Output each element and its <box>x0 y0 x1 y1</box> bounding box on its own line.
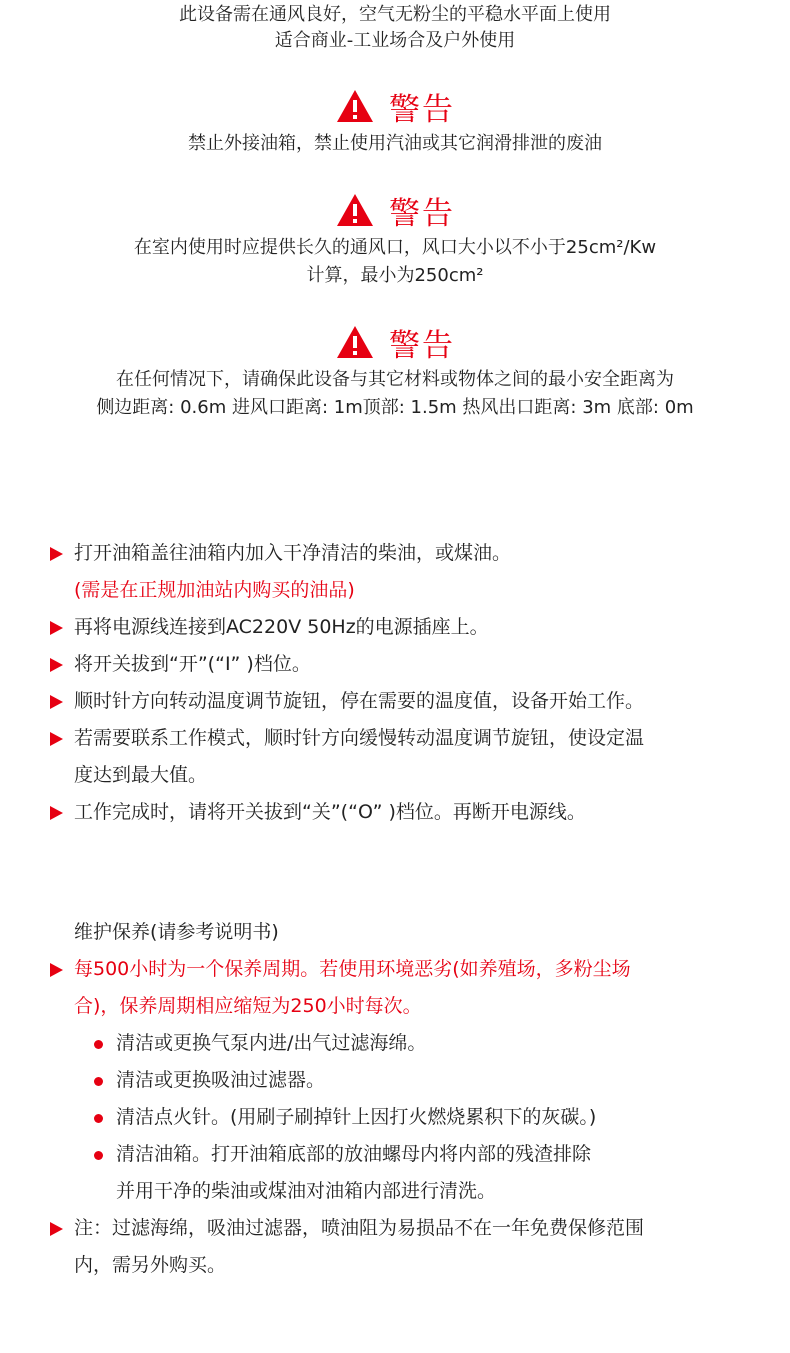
warning-block-1 <box>0 84 790 156</box>
warning-heading <box>0 320 790 364</box>
triangle-bullet-icon <box>50 695 63 709</box>
maintenance-period-continued: 合)，保养周期相应缩短为250小时每次。 <box>74 995 422 1017</box>
warning-heading <box>0 84 790 128</box>
triangle-bullet-icon <box>50 658 63 672</box>
step-text: 将开关拔到“开”(“I” )档位。 <box>74 653 311 675</box>
triangle-bullet-icon <box>50 732 63 746</box>
note-text-continued: 内，需另外购买。 <box>74 1254 227 1276</box>
dot-bullet-icon <box>94 1151 103 1160</box>
dot-bullet-icon <box>94 1077 103 1086</box>
step-text-continued: 度达到最大值。 <box>74 764 208 786</box>
warning-block-2 <box>0 188 790 288</box>
triangle-bullet-icon <box>50 1222 63 1236</box>
list-item <box>50 1062 770 1099</box>
triangle-bullet-icon <box>50 621 63 635</box>
warning-text: 在任何情况下，请确保此设备与其它材料或物体之间的最小安全距离为 <box>116 369 674 390</box>
warning-block-3 <box>0 320 790 420</box>
operation-steps <box>50 535 770 831</box>
dot-bullet-icon <box>94 1040 103 1049</box>
triangle-bullet-icon <box>50 547 63 561</box>
intro-text <box>0 2 790 54</box>
maintenance-heading: 维护保养(请参考说明书) <box>74 921 279 943</box>
warning-text: 在室内使用时应提供长久的通风口，风口大小以不小于25cm²/Kw <box>133 237 657 258</box>
step-text: 顺时针方向转动温度调节旋钮，停在需要的温度值，设备开始工作。 <box>74 690 645 712</box>
step-text: 工作完成时，请将开关拔到“关”(“O” )档位。再断开电源线。 <box>74 801 586 823</box>
maintenance-item-text: 清洁点火针。(用刷子刷掉针上因打火燃烧累积下的灰碳。) <box>116 1106 597 1128</box>
list-item <box>50 794 770 831</box>
maintenance-item-text: 清洁或更换气泵内进/出气过滤海绵。 <box>116 1032 427 1054</box>
maintenance-period-text: 每500小时为一个保养周期。若使用环境恶劣(如养殖场，多粉尘场 <box>74 958 631 980</box>
warning-text: 禁止外接油箱，禁止使用汽油或其它润滑排泄的废油 <box>188 133 602 154</box>
warning-triangle-icon <box>335 324 375 360</box>
warning-title: 警告 <box>389 195 455 232</box>
list-item <box>50 1099 770 1136</box>
maintenance-item-text: 清洁油箱。打开油箱底部的放油螺母内将内部的残渣排除 <box>116 1143 592 1165</box>
warning-triangle-icon <box>335 88 375 124</box>
triangle-bullet-icon <box>50 963 63 977</box>
list-item <box>50 535 770 572</box>
list-item <box>50 1136 770 1173</box>
list-item <box>50 1025 770 1062</box>
warning-title: 警告 <box>389 91 455 128</box>
step-note: (需是在正规加油站内购买的油品) <box>74 579 355 601</box>
dot-bullet-icon <box>94 1114 103 1123</box>
step-text: 打开油箱盖往油箱内加入干净清洁的柴油，或煤油。 <box>74 542 512 564</box>
warning-text: 计算，最小为250cm² <box>306 265 484 286</box>
note-text: 注：过滤海绵，吸油过滤器，喷油阻为易损品不在一年免费保修范围 <box>74 1217 645 1239</box>
step-text: 若需要联系工作模式，顺时针方向缓慢转动温度调节旋钮，使设定温 <box>74 727 645 749</box>
warning-triangle-icon <box>335 192 375 228</box>
maintenance-item-continued: 并用干净的柴油或煤油对油箱内部进行清洗。 <box>116 1180 497 1202</box>
intro-line-2: 适合商业-工业场合及户外使用 <box>274 30 516 51</box>
list-item <box>50 646 770 683</box>
list-item <box>50 609 770 646</box>
triangle-bullet-icon <box>50 806 63 820</box>
warning-heading <box>0 188 790 232</box>
list-item <box>50 720 770 757</box>
warning-text: 侧边距离: 0.6m 进风口距离: 1m顶部: 1.5m 热风出口距离: 3m 底部: 0m <box>96 397 694 418</box>
step-text: 再将电源线连接到AC220V 50Hz的电源插座上。 <box>74 616 489 638</box>
intro-line-1: 此设备需在通风良好，空气无粉尘的平稳水平面上使用 <box>179 4 611 25</box>
list-item <box>50 951 770 988</box>
maintenance-item-text: 清洁或更换吸油过滤器。 <box>116 1069 326 1091</box>
list-item <box>50 1210 770 1247</box>
list-item <box>50 683 770 720</box>
maintenance-section <box>50 914 770 1284</box>
warning-title: 警告 <box>389 327 455 364</box>
